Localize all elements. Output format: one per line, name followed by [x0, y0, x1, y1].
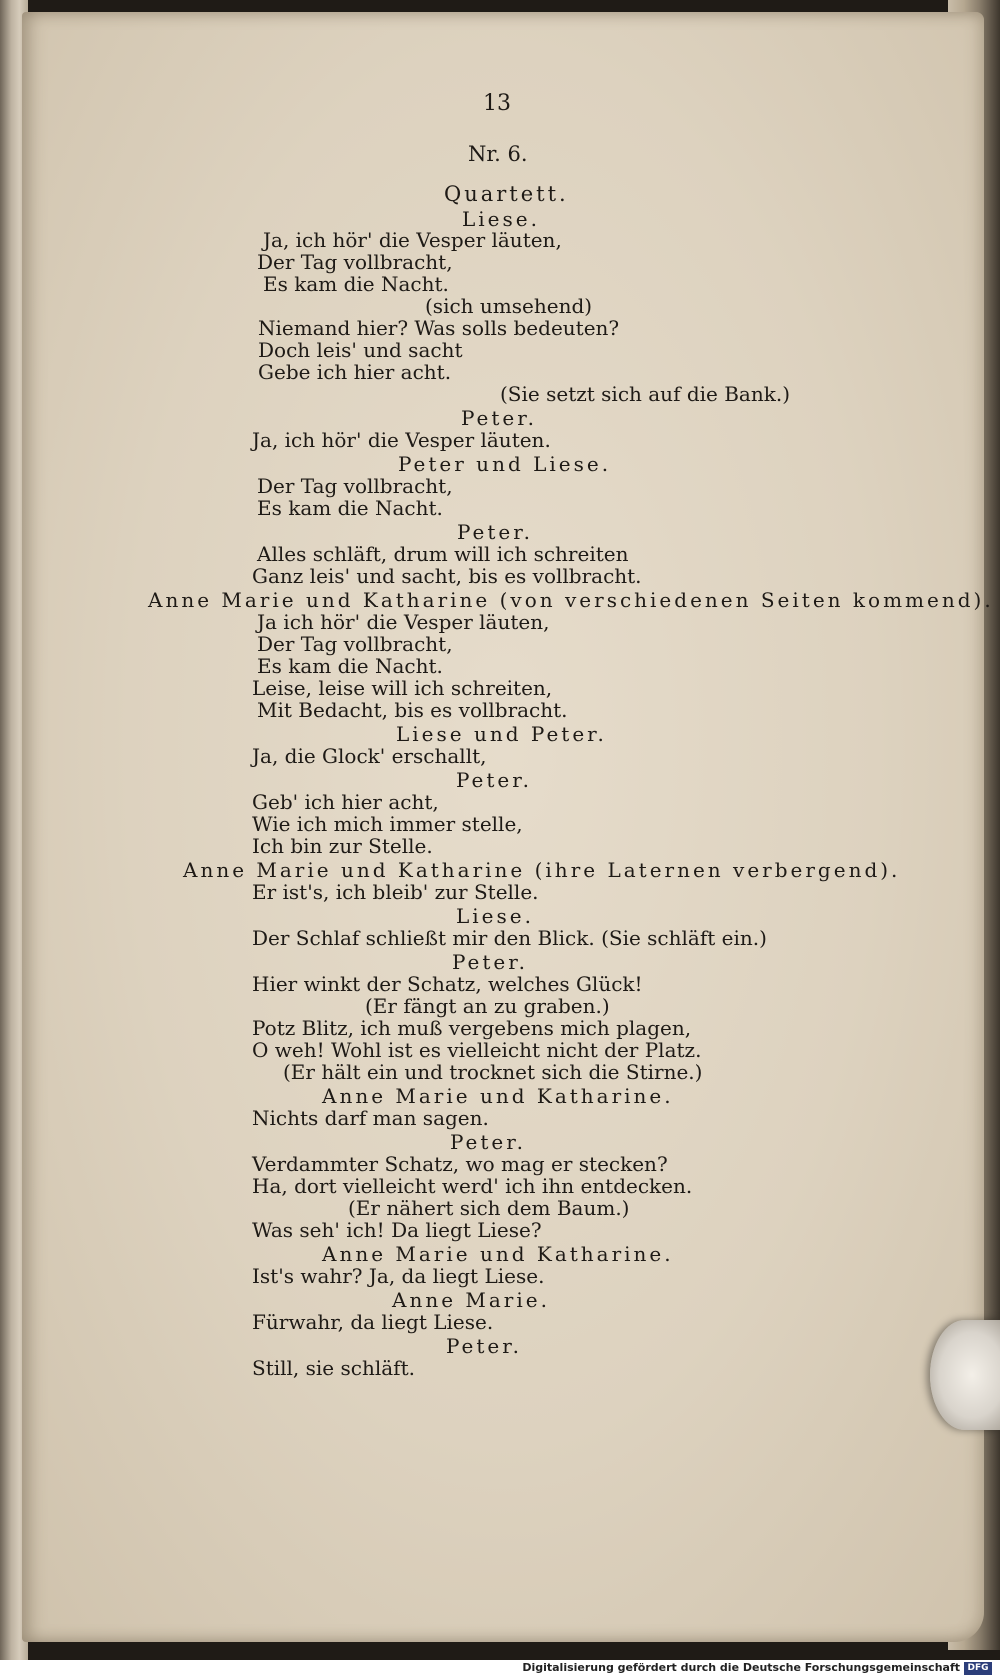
verse-line: Es kam die Nacht.: [257, 496, 443, 520]
stage-direction: (Er nähert sich dem Baum.): [348, 1196, 630, 1220]
footer-credit: Digitalisierung gefördert durch die Deutsche Forschungsgemeinschaft: [522, 1661, 960, 1674]
page-number: 13: [483, 91, 511, 116]
speaker-label: Anne Marie und Katharine (ihre Laternen verbergend).: [183, 858, 901, 882]
verse-line: Ja ich hör' die Vesper läuten,: [257, 610, 550, 634]
footer-bar: [0, 1660, 1000, 1678]
thumb-holding-page: [930, 1320, 1000, 1430]
speaker-label: Peter.: [452, 950, 528, 974]
speaker-label: Peter.: [461, 406, 537, 430]
verse-line: Gebe ich hier acht.: [258, 360, 452, 384]
verse-line: Leise, leise will ich schreiten,: [252, 676, 553, 700]
speaker-label: Peter.: [457, 520, 533, 544]
stage-direction: (sich umsehend): [425, 294, 593, 318]
verse-line: O weh! Wohl ist es vielleicht nicht der Platz.: [252, 1038, 702, 1062]
verse-line: Ha, dort vielleicht werd' ich ihn entdecken.: [252, 1174, 693, 1198]
verse-line: Es kam die Nacht.: [263, 272, 449, 296]
verse-line: Er ist's, ich bleib' zur Stelle.: [252, 880, 539, 904]
verse-line: Mit Bedacht, bis es vollbracht.: [257, 698, 568, 722]
speaker-label: Liese und Peter.: [396, 722, 607, 746]
verse-line: Ja, ich hör' die Vesper läuten,: [263, 228, 562, 252]
stage-direction: (Er fängt an zu graben.): [365, 994, 610, 1018]
verse-line: Ist's wahr? Ja, da liegt Liese.: [252, 1264, 545, 1288]
verse-line: Der Tag vollbracht,: [257, 474, 453, 498]
verse-line: Wie ich mich immer stelle,: [252, 812, 523, 836]
verse-line: Der Schlaf schließt mir den Blick. (Sie schläft ein.): [252, 926, 767, 950]
speaker-label: Anne Marie und Katharine (von verschiedenen Seiten kommend).: [148, 588, 994, 612]
speaker-label: Anne Marie.: [392, 1288, 550, 1312]
verse-line: Alles schläft, drum will ich schreiten: [257, 542, 629, 566]
stage-direction: (Sie setzt sich auf die Bank.): [500, 382, 790, 406]
verse-line: Der Tag vollbracht,: [257, 632, 453, 656]
verse-line: Nichts darf man sagen.: [252, 1106, 489, 1130]
verse-line: Ja, ich hör' die Vesper läuten.: [252, 428, 551, 452]
speaker-label: Peter.: [456, 768, 532, 792]
verse-line: Hier winkt der Schatz, welches Glück!: [252, 972, 643, 996]
verse-line: Niemand hier? Was solls bedeuten?: [258, 316, 620, 340]
verse-line: Potz Blitz, ich muß vergebens mich plagen,: [252, 1016, 692, 1040]
speaker-label: Anne Marie und Katharine.: [322, 1242, 674, 1266]
piece-number: Nr. 6.: [468, 142, 528, 166]
verse-line: Fürwahr, da liegt Liese.: [252, 1310, 494, 1334]
verse-line: Geb' ich hier acht,: [252, 790, 439, 814]
verse-line: Doch leis' und sacht: [258, 338, 463, 362]
verse-line: Still, sie schläft.: [252, 1356, 415, 1380]
speaker-label: Peter.: [446, 1334, 522, 1358]
verse-line: Ja, die Glock' erschallt,: [252, 744, 487, 768]
verse-line: Ganz leis' und sacht, bis es vollbracht.: [252, 564, 642, 588]
dfg-logo: DFG: [964, 1662, 992, 1675]
stage-direction: (Er hält ein und trocknet sich die Stirne.): [283, 1060, 703, 1084]
speaker-label: Liese.: [462, 207, 540, 231]
speaker-label: Anne Marie und Katharine.: [322, 1084, 674, 1108]
piece-title: Quartett.: [444, 182, 569, 206]
verse-line: Der Tag vollbracht,: [257, 250, 453, 274]
speaker-label: Peter.: [450, 1130, 526, 1154]
speaker-label: Liese.: [456, 904, 534, 928]
verse-line: Es kam die Nacht.: [257, 654, 443, 678]
speaker-label: Peter und Liese.: [398, 452, 612, 476]
verse-line: Ich bin zur Stelle.: [252, 834, 433, 858]
verse-line: Was seh' ich! Da liegt Liese?: [252, 1218, 542, 1242]
verse-line: Verdammter Schatz, wo mag er stecken?: [252, 1152, 668, 1176]
